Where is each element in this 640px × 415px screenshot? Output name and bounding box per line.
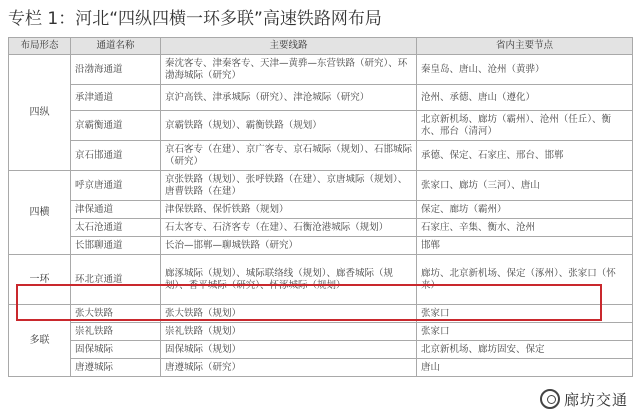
nodes-cell: 北京新机场、廊坊固安、保定 — [417, 341, 633, 359]
table-row — [9, 111, 633, 141]
table-row — [9, 237, 633, 255]
table-row — [9, 341, 633, 359]
nodes-cell: 邯郸 — [417, 237, 633, 255]
corridor-cell: 环北京通道 — [71, 255, 161, 305]
page-title: 专栏 1：河北“四纵四横一环多联”高速铁路网布局 — [8, 9, 382, 29]
railway-layout-table — [8, 37, 633, 377]
lines-cell: 固保城际（规划） — [161, 341, 417, 359]
lines-cell: 崇礼铁路（规划） — [161, 323, 417, 341]
category-cell: 一环 — [9, 255, 71, 305]
lines-cell: 京霸铁路（规划）、霸衡铁路（规划） — [161, 111, 417, 141]
corridor-cell: 津保通道 — [71, 201, 161, 219]
nodes-cell: 张家口 — [417, 323, 633, 341]
lines-cell: 津保铁路、保忻铁路（规划） — [161, 201, 417, 219]
corridor-cell: 唐遵城际 — [71, 359, 161, 377]
lines-cell: 长治—邯郸—聊城铁路（研究） — [161, 237, 417, 255]
nodes-cell: 沧州、承德、唐山（遵化） — [417, 85, 633, 111]
lines-cell: 秦沈客专、津秦客专、天津—黄骅—东营铁路（研究）、环渤海城际（研究） — [161, 55, 417, 85]
header-lines: 主要线路 — [161, 38, 417, 55]
table-row — [9, 219, 633, 237]
table-row — [9, 141, 633, 171]
header-category: 布局形态 — [9, 38, 71, 55]
lines-cell: 京张铁路（规划）、张呼铁路（在建）、京唐城际（规划）、唐曹铁路（在建） — [161, 171, 417, 201]
category-cell: 四纵 — [9, 55, 71, 171]
nodes-cell: 廊坊、北京新机场、保定（涿州）、张家口（怀来） — [417, 255, 633, 305]
table-row — [9, 323, 633, 341]
watermark-text: 廊坊交通 — [563, 390, 628, 409]
nodes-cell: 北京新机场、廊坊（霸州）、沧州（任丘）、衡水、邢台（清河） — [417, 111, 633, 141]
lines-cell: 张大铁路（规划） — [161, 305, 417, 323]
corridor-cell: 承津通道 — [71, 85, 161, 111]
table-row — [9, 359, 633, 377]
table-row — [9, 201, 633, 219]
nodes-cell: 石家庄、辛集、衡水、沧州 — [417, 219, 633, 237]
corridor-cell: 固保城际 — [71, 341, 161, 359]
table-header-row — [9, 38, 633, 55]
corridor-cell: 长邯聊通道 — [71, 237, 161, 255]
nodes-cell: 张家口、廊坊（三河）、唐山 — [417, 171, 633, 201]
table-row — [9, 255, 633, 305]
corridor-cell: 沿渤海通道 — [71, 55, 161, 85]
lines-cell: 廊涿城际（规划）、城际联络线（规划）、廊香城际（规划）、香平城际（研究）、怀涿城际（规划） — [161, 255, 417, 305]
table-row — [9, 55, 633, 85]
nodes-cell: 张家口 — [417, 305, 633, 323]
wechat-logo-icon — [540, 389, 560, 409]
table-row — [9, 305, 633, 323]
header-nodes: 省内主要节点 — [417, 38, 633, 55]
corridor-cell: 崇礼铁路 — [71, 323, 161, 341]
nodes-cell: 承德、保定、石家庄、邢台、邯郸 — [417, 141, 633, 171]
corridor-cell: 京霸衡通道 — [71, 111, 161, 141]
header-corridor: 通道名称 — [71, 38, 161, 55]
nodes-cell: 唐山 — [417, 359, 633, 377]
corridor-cell: 太石沧通道 — [71, 219, 161, 237]
nodes-cell: 保定、廊坊（霸州） — [417, 201, 633, 219]
corridor-cell: 呼京唐通道 — [71, 171, 161, 201]
corridor-cell: 京石邯通道 — [71, 141, 161, 171]
lines-cell: 京石客专（在建）、京广客专、京石城际（规划）、石邯城际（研究） — [161, 141, 417, 171]
category-cell: 多联 — [9, 305, 71, 377]
table-row — [9, 85, 633, 111]
lines-cell: 石太客专、石济客专（在建）、石衡沧港城际（规划） — [161, 219, 417, 237]
watermark — [536, 387, 632, 411]
corridor-cell: 张大铁路 — [71, 305, 161, 323]
nodes-cell: 秦皇岛、唐山、沧州（黄骅） — [417, 55, 633, 85]
category-cell: 四横 — [9, 171, 71, 255]
lines-cell: 京沪高铁、津承城际（研究）、津沧城际（研究） — [161, 85, 417, 111]
table-row — [9, 171, 633, 201]
lines-cell: 唐遵城际（研究） — [161, 359, 417, 377]
